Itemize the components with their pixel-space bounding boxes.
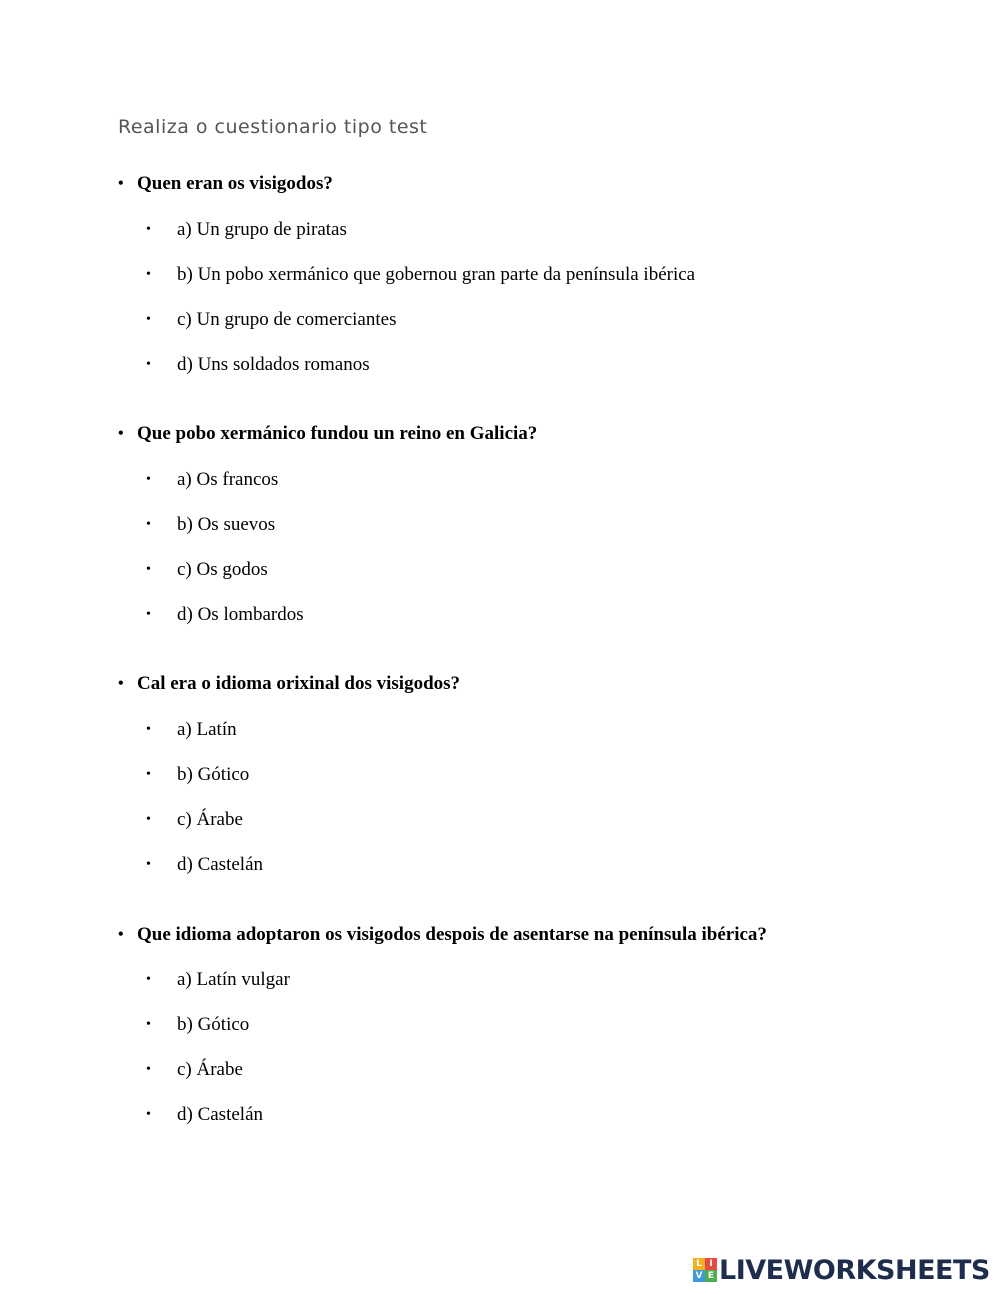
- answer-option-text: c) Árabe: [177, 809, 243, 830]
- answer-option-text: c) Árabe: [177, 1059, 243, 1080]
- liveworksheets-logo: [693, 1255, 990, 1285]
- answer-option-text: d) Castelán: [177, 1104, 264, 1125]
- bullet-icon: •: [146, 607, 151, 622]
- logo-mark-letter: I: [705, 1258, 717, 1270]
- question-text: Que pobo xermánico fundou un reino en Galicia?: [137, 423, 538, 444]
- bullet-icon: •: [146, 812, 151, 827]
- answer-option-text: c) Un grupo de comerciantes: [177, 309, 397, 330]
- answer-option-text: b) Gótico: [177, 1014, 250, 1035]
- logo-mark-letter: V: [693, 1270, 705, 1282]
- answer-option-text: b) Os suevos: [177, 514, 276, 535]
- bullet-icon: •: [146, 312, 151, 327]
- answer-option-text: d) Uns soldados romanos: [177, 354, 370, 375]
- answer-option-text: a) Latín vulgar: [177, 969, 290, 990]
- answer-option-text: d) Os lombardos: [177, 604, 304, 625]
- bullet-icon: •: [146, 722, 151, 737]
- bullet-icon: •: [146, 222, 151, 237]
- bullet-icon: •: [146, 472, 151, 487]
- logo-mark-letter: L: [693, 1258, 705, 1270]
- question-text: Quen eran os visigodos?: [137, 173, 333, 194]
- answer-option-text: c) Os godos: [177, 559, 268, 580]
- bullet-icon: •: [118, 175, 124, 192]
- bullet-icon: •: [146, 767, 151, 782]
- bullet-icon: •: [146, 972, 151, 987]
- answer-option-text: b) Gótico: [177, 764, 250, 785]
- liveworksheets-mark-icon: [693, 1258, 717, 1282]
- bullet-icon: •: [146, 562, 151, 577]
- answer-option-text: a) Latín: [177, 719, 237, 740]
- bullet-icon: •: [118, 926, 124, 943]
- bullet-icon: •: [118, 675, 124, 692]
- bullet-icon: •: [146, 1017, 151, 1032]
- logo-text: LIVEWORKSHEETS: [719, 1254, 990, 1286]
- question-text: Cal era o idioma orixinal dos visigodos?: [137, 673, 461, 694]
- answer-option-text: a) Os francos: [177, 469, 279, 490]
- bullet-icon: •: [146, 267, 151, 282]
- answer-option-text: b) Un pobo xermánico que gobernou gran parte da península ibérica: [177, 264, 696, 285]
- bullet-icon: •: [146, 1107, 151, 1122]
- logo-mark-letter: E: [705, 1270, 717, 1282]
- answer-option-text: a) Un grupo de piratas: [177, 219, 347, 240]
- page-title: Realiza o cuestionario tipo test: [118, 116, 428, 138]
- question-text: Que idioma adoptaron os visigodos despois de asentarse na península ibérica?: [137, 924, 767, 945]
- bullet-icon: •: [146, 1062, 151, 1077]
- bullet-icon: •: [118, 425, 124, 442]
- bullet-icon: •: [146, 857, 151, 872]
- bullet-icon: •: [146, 517, 151, 532]
- bullet-icon: •: [146, 357, 151, 372]
- answer-option-text: d) Castelán: [177, 854, 264, 875]
